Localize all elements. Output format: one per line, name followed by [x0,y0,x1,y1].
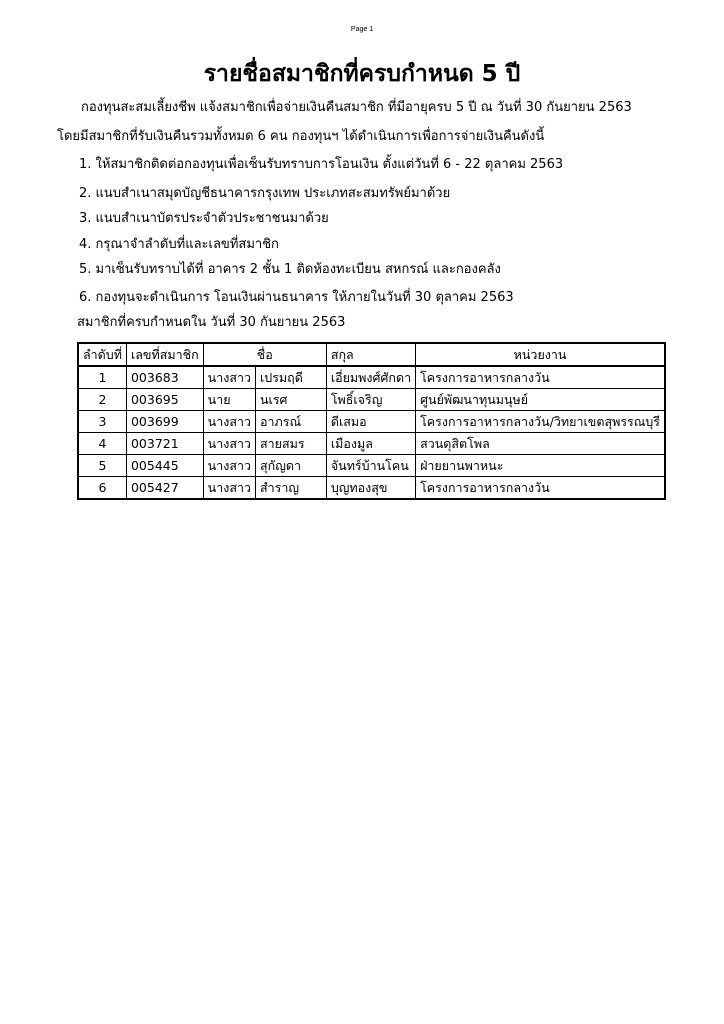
cell-unit: โครงการอาหารกลางวัน/วิทยาเขตสุพรรณบุรี [416,411,665,433]
cell-surname: บุญทองสุข [326,477,415,500]
table-row [78,366,665,389]
document-title: รายชื่อสมาชิกที่ครบกำหนด 5 ปี [203,61,521,87]
cell-unit: ฝ่ายยานพาหนะ [416,455,665,477]
cell-prefix: นางสาว [203,366,255,389]
intro-line-1: กองทุนสะสมเลี้ยงชีพ แจ้งสมาชิกเพื่อจ่ายเงินคืนสมาชิก ที่มีอายุครบ 5 ปี ณ วันที่ 30 กันยายน 2563 [81,100,632,115]
cell-prefix: นางสาว [203,455,255,477]
cell-first-name: เปรมฤดี [256,366,327,389]
table-row [78,433,665,455]
cell-member-id: 003683 [126,366,203,389]
intro-line-2: โดยมีสมาชิกที่รับเงินคืนรวมทั้งหมด 6 คน กองทุนฯ ได้ดำเนินการเพื่อการจ่ายเงินคืนดังนี้ [57,129,545,144]
table-row [78,477,665,500]
cell-first-name: อาภรณ์ [256,411,327,433]
cell-first-name: สุกัญดา [256,455,327,477]
list-item: 5. มาเซ็นรับทราบได้ที่ อาคาร 2 ชั้น 1 ติดห้องทะเบียน สหกรณ์ และกองคลัง [79,262,501,277]
cell-member-id: 003695 [126,389,203,411]
cell-member-id: 003699 [126,411,203,433]
members-table [77,342,666,500]
table-row [78,389,665,411]
table-row [78,455,665,477]
cell-unit: โครงการอาหารกลางวัน [416,366,665,389]
list-item: 6. กองทุนจะดำเนินการ โอนเงินผ่านธนาคาร ให้ภายในวันที่ 30 ตุลาคม 2563 [79,290,514,305]
list-item: 4. กรุณาจำลำดับที่และเลขที่สมาชิก [79,237,279,252]
cell-prefix: นาย [203,389,255,411]
cell-no: 2 [78,389,126,411]
cell-unit: โครงการอาหารกลางวัน [416,477,665,500]
header-unit: หน่วยงาน [416,343,665,366]
cell-prefix: นางสาว [203,433,255,455]
header-name: ชื่อ [203,343,326,366]
cell-member-id: 003721 [126,433,203,455]
page-number: Page 1 [350,26,374,33]
cell-no: 4 [78,433,126,455]
cell-first-name: สายสมร [256,433,327,455]
cell-unit: สวนดุสิตโพล [416,433,665,455]
subtitle: สมาชิกที่ครบกำหนดใน วันที่ 30 กันยายน 2563 [77,315,346,330]
list-item: 3. แนบสำเนาบัตรประจำตัวประชาชนมาด้วย [79,211,329,226]
header-member-id: เลขที่สมาชิก [126,343,203,366]
cell-first-name: สำราญ [256,477,327,500]
cell-no: 5 [78,455,126,477]
list-item: 2. แนบสำเนาสมุดบัญชีธนาคารกรุงเทพ ประเภทสะสมทรัพย์มาด้วย [79,186,451,201]
cell-no: 3 [78,411,126,433]
header-no: ลำดับที่ [78,343,126,366]
cell-surname: เอี่ยมพงศ์ศักดา [326,366,415,389]
cell-no: 1 [78,366,126,389]
cell-prefix: นางสาว [203,477,255,500]
table-row [78,411,665,433]
cell-member-id: 005427 [126,477,203,500]
cell-surname: เมืองมูล [326,433,415,455]
cell-unit: ศูนย์พัฒนาทุนมนุษย์ [416,389,665,411]
cell-prefix: นางสาว [203,411,255,433]
cell-surname: จันทร์บ้านโคน [326,455,415,477]
cell-member-id: 005445 [126,455,203,477]
cell-surname: โพธิ์เจริญ [326,389,415,411]
cell-no: 6 [78,477,126,500]
cell-surname: ดีเสมอ [326,411,415,433]
header-surname: สกุล [326,343,415,366]
table-header-row [78,343,665,366]
list-item: 1. ให้สมาชิกติดต่อกองทุนเพื่อเซ็นรับทราบการโอนเงิน ตั้งแต่วันที่ 6 - 22 ตุลาคม 2563 [79,157,564,172]
cell-first-name: นเรศ [256,389,327,411]
